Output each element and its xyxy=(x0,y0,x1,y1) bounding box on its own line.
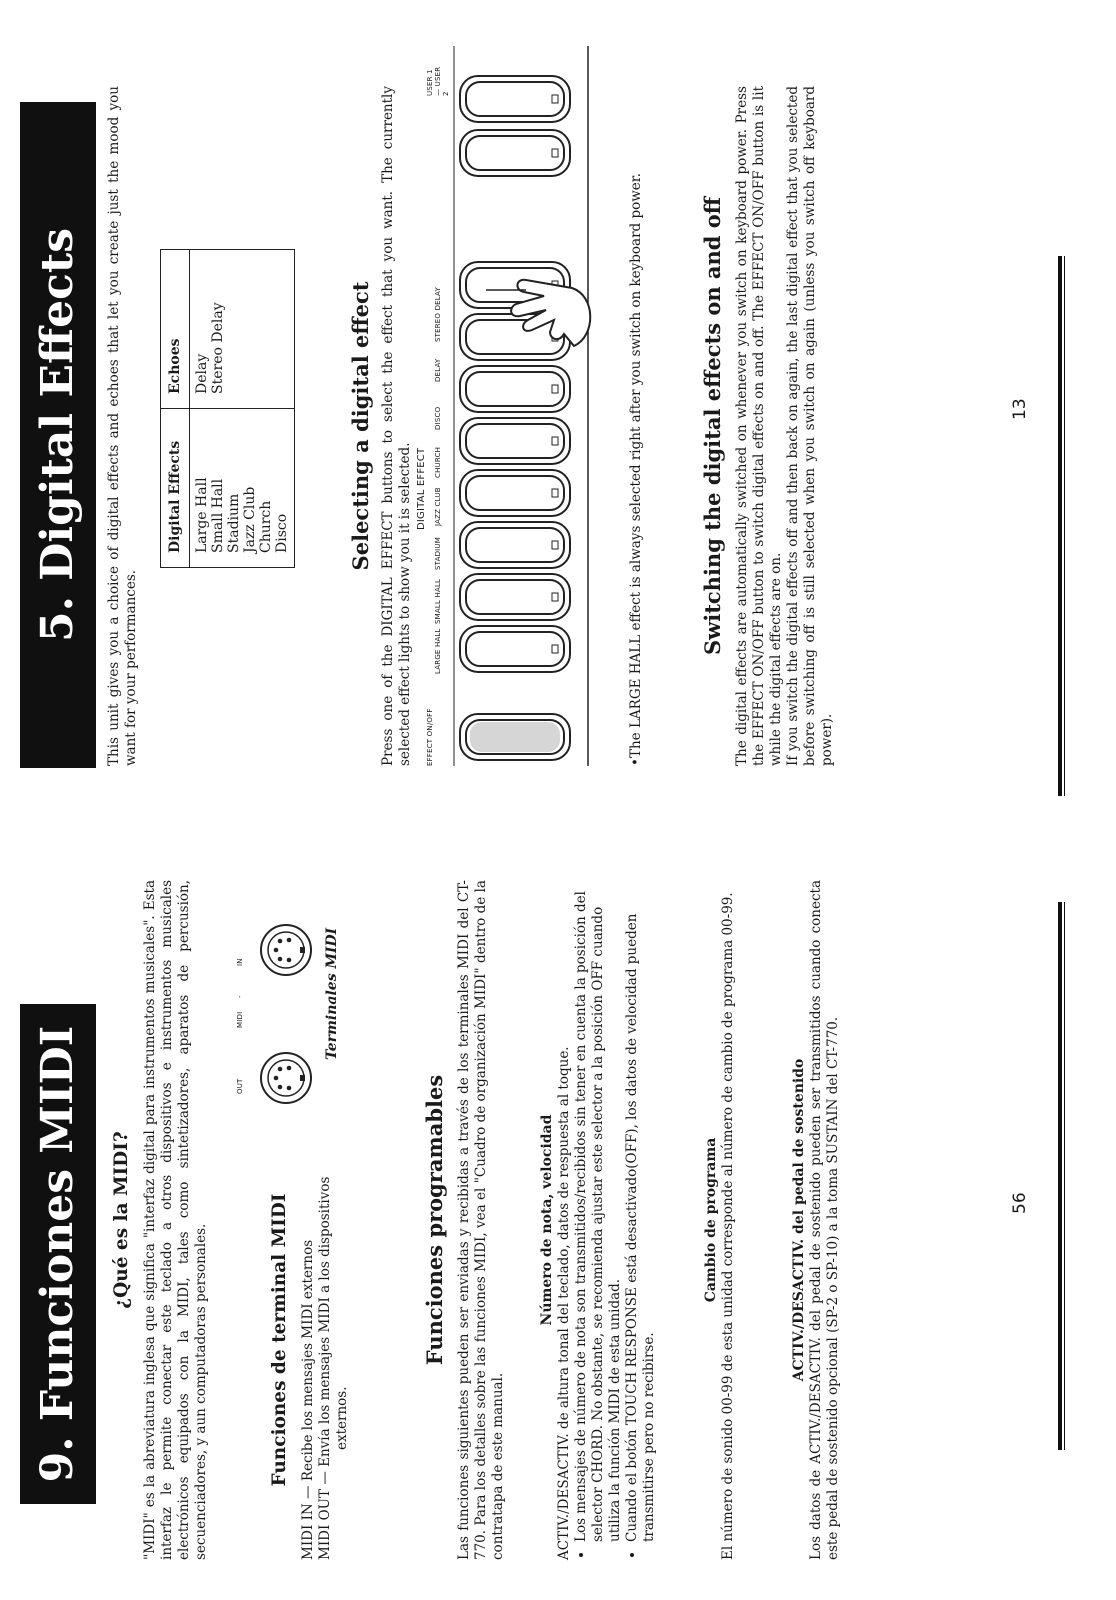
label-user: USER 1 — USER 2 xyxy=(426,66,450,96)
footer-rule-right-thin xyxy=(1064,256,1065,796)
label-digital-effect: DIGITAL EFFECT xyxy=(416,447,427,530)
cell-value: Small Hall xyxy=(210,478,226,553)
label-stadium: STADIUM xyxy=(434,537,442,570)
section-selecting xyxy=(348,86,414,766)
effects-table-wrap xyxy=(160,249,295,568)
section-terminal-midi xyxy=(268,1120,351,1560)
label-dash: - xyxy=(236,995,244,998)
midi-in-port-icon xyxy=(258,922,314,978)
cell-value: Delay xyxy=(194,353,210,394)
heading-numero-nota: Número de nota, velocidad xyxy=(539,1114,555,1326)
cell-value: Church xyxy=(258,500,274,553)
label-stereo-delay: STEREO DELAY xyxy=(434,287,442,342)
cell-value: Stadium xyxy=(226,493,242,553)
label-small-hall: SMALL HALL xyxy=(434,578,442,624)
label-midi: MIDI xyxy=(236,1011,244,1028)
section-switching xyxy=(700,86,836,766)
section-que-es-midi xyxy=(110,880,210,1560)
label-jazz-club: JAZZ CLUB xyxy=(434,487,442,526)
heading-pedal-sostenido: ACTIV./DESACTIV. del pedal de sostenido xyxy=(791,1058,807,1382)
midi-out-line-cont: externos. xyxy=(334,1386,350,1450)
list-item: • Los mensajes de número de nota son transmitidos/recibidos sin tener en cuenta la posición del selector CHORD. No obstante, se recomienda ajustar este selector a la posición OFF cuando utiliza la función MIDI de esta unidad. xyxy=(573,880,624,1542)
section-funciones-programables xyxy=(422,880,507,1560)
chapter-banner-left: 9. Funciones MIDI xyxy=(20,1004,96,1504)
paragraph-intro: This unit gives you a choice of digital effects and echoes that let you create just the mood you want for your performances. xyxy=(106,86,139,766)
page-number-right: 13 xyxy=(1010,398,1030,420)
label-in: IN xyxy=(236,958,244,966)
effects-table xyxy=(160,249,295,568)
section-numero-nota xyxy=(538,880,658,1560)
chapter-banner-right: 5. Digital Effects xyxy=(20,102,96,768)
footer-rule-left xyxy=(1058,902,1062,1450)
label-effect-onoff: EFFECT ON/OFF xyxy=(426,708,434,766)
page-left xyxy=(0,800,1116,1600)
button-panel-drawing xyxy=(446,46,596,766)
paragraph-switching-1: The digital effects are automatically switched on whenever you switch on keyboard power. Press the EFFECT ON/OFF button to switch digital effects on and off. The EFFECT ON/OFF button is lit while the digital effects are on. xyxy=(734,86,784,766)
heading-que-es-midi: ¿Qué es la MIDI? xyxy=(111,1131,132,1309)
paragraph-pedal-sostenido: Los datos de ACTIV./DESACTIV. del pedal de sostenido pueden ser transmitidos cuando conecta este pedal de sostenido opcional (SP-2 o SP-10) a la toma SUSTAIN del CT-770. xyxy=(808,880,841,1560)
paragraph-cambio-programa: El número de sonido 00-99 de esta unidad corresponde al número de cambio de programa 00-99. xyxy=(720,892,736,1560)
paragraph-que-es-midi: "MIDI" es la abreviatura inglesa que significa "interfaz digital para instrumentos musicales". Esta interfaz le permite conectar este teclado a otros dispositivos e instrumentos musicales electrónicos equipados con la MIDI, tales como sintetizadores, aparatos de percusión, secuenciadores, y aun computadoras personales. xyxy=(142,880,209,1560)
page-number-left: 56 xyxy=(1010,1192,1030,1214)
table-header-row xyxy=(161,250,190,568)
midi-out-line: MIDI OUT — Envía los mensajes MIDI a los dispositivos xyxy=(317,1176,333,1560)
section-intro xyxy=(106,86,140,766)
col-header-echoes: Echoes xyxy=(161,250,190,409)
midi-in-line: MIDI IN — Recibe los mensajes MIDI externos xyxy=(300,1239,316,1560)
heading-selecting: Selecting a digital effect xyxy=(348,281,373,571)
cell-value: Stereo Delay xyxy=(210,302,226,394)
heading-cambio-programa: Cambio de programa xyxy=(703,1137,719,1303)
footer-rule-right xyxy=(1058,256,1062,796)
footer-rule-left-thin xyxy=(1064,902,1065,1450)
heading-switching: Switching the digital effects on and off xyxy=(700,196,725,656)
cell-value: Disco xyxy=(274,513,290,553)
section-pedal-sostenido xyxy=(790,880,842,1560)
figure-caption: Terminales MIDI xyxy=(324,927,340,1060)
table-cell-effects xyxy=(190,409,295,568)
table-row xyxy=(190,250,295,568)
numero-nota-list xyxy=(573,880,658,1560)
heading-funciones-programables: Funciones programables xyxy=(422,1074,447,1366)
paragraph-switching-2: If you switch the digital effects off and then back on again, the last digital effect that you selected before switching off is still selected when you switch on again (unless you switch off keyboard power). xyxy=(785,86,835,766)
section-cambio-programa xyxy=(702,880,737,1560)
label-church: CHURCH xyxy=(434,446,442,478)
paragraph-funciones-programables: Las funciones siguientes pueden ser enviadas y recibidas a través de los terminales MIDI del CT-770. Para los detalles sobre las funciones MIDI, vea el "Cuadro de organización MIDI" dentro de la contratapa de este manual. xyxy=(456,880,506,1560)
numero-nota-intro: ACTIV./DESACTIV. de altura tonal del teclado, datos de respuesta al toque. xyxy=(556,1046,572,1560)
midi-terminals-figure xyxy=(236,900,356,1120)
heading-terminal-midi: Funciones de terminal MIDI xyxy=(269,1193,290,1487)
cell-value: Large Hall xyxy=(194,477,210,553)
note-large-hall xyxy=(628,86,645,766)
note-large-hall-text: •The LARGE HALL effect is always selected right after you switch on keyboard power. xyxy=(628,172,644,766)
paragraph-selecting: Press one of the DIGITAL EFFECT buttons to select the effect that you want. The currently selected effect lights to show you it is selected. xyxy=(380,86,413,766)
label-disco: DISCO xyxy=(434,406,442,430)
label-large-hall: LARGE HALL xyxy=(434,628,442,674)
midi-out-port-icon xyxy=(258,1050,314,1106)
label-out: OUT xyxy=(236,1078,244,1094)
list-item: • Cuando el botón TOUCH RESPONSE está desactivado(OFF), los datos de velocidad pueden transmitirse pero no recibirse. xyxy=(624,880,658,1542)
cell-value: Jazz Club xyxy=(242,486,258,553)
table-cell-echoes xyxy=(190,250,295,409)
col-header-digital-effects: Digital Effects xyxy=(161,409,190,568)
label-delay: DELAY xyxy=(434,358,442,382)
effect-buttons-figure xyxy=(416,66,620,766)
